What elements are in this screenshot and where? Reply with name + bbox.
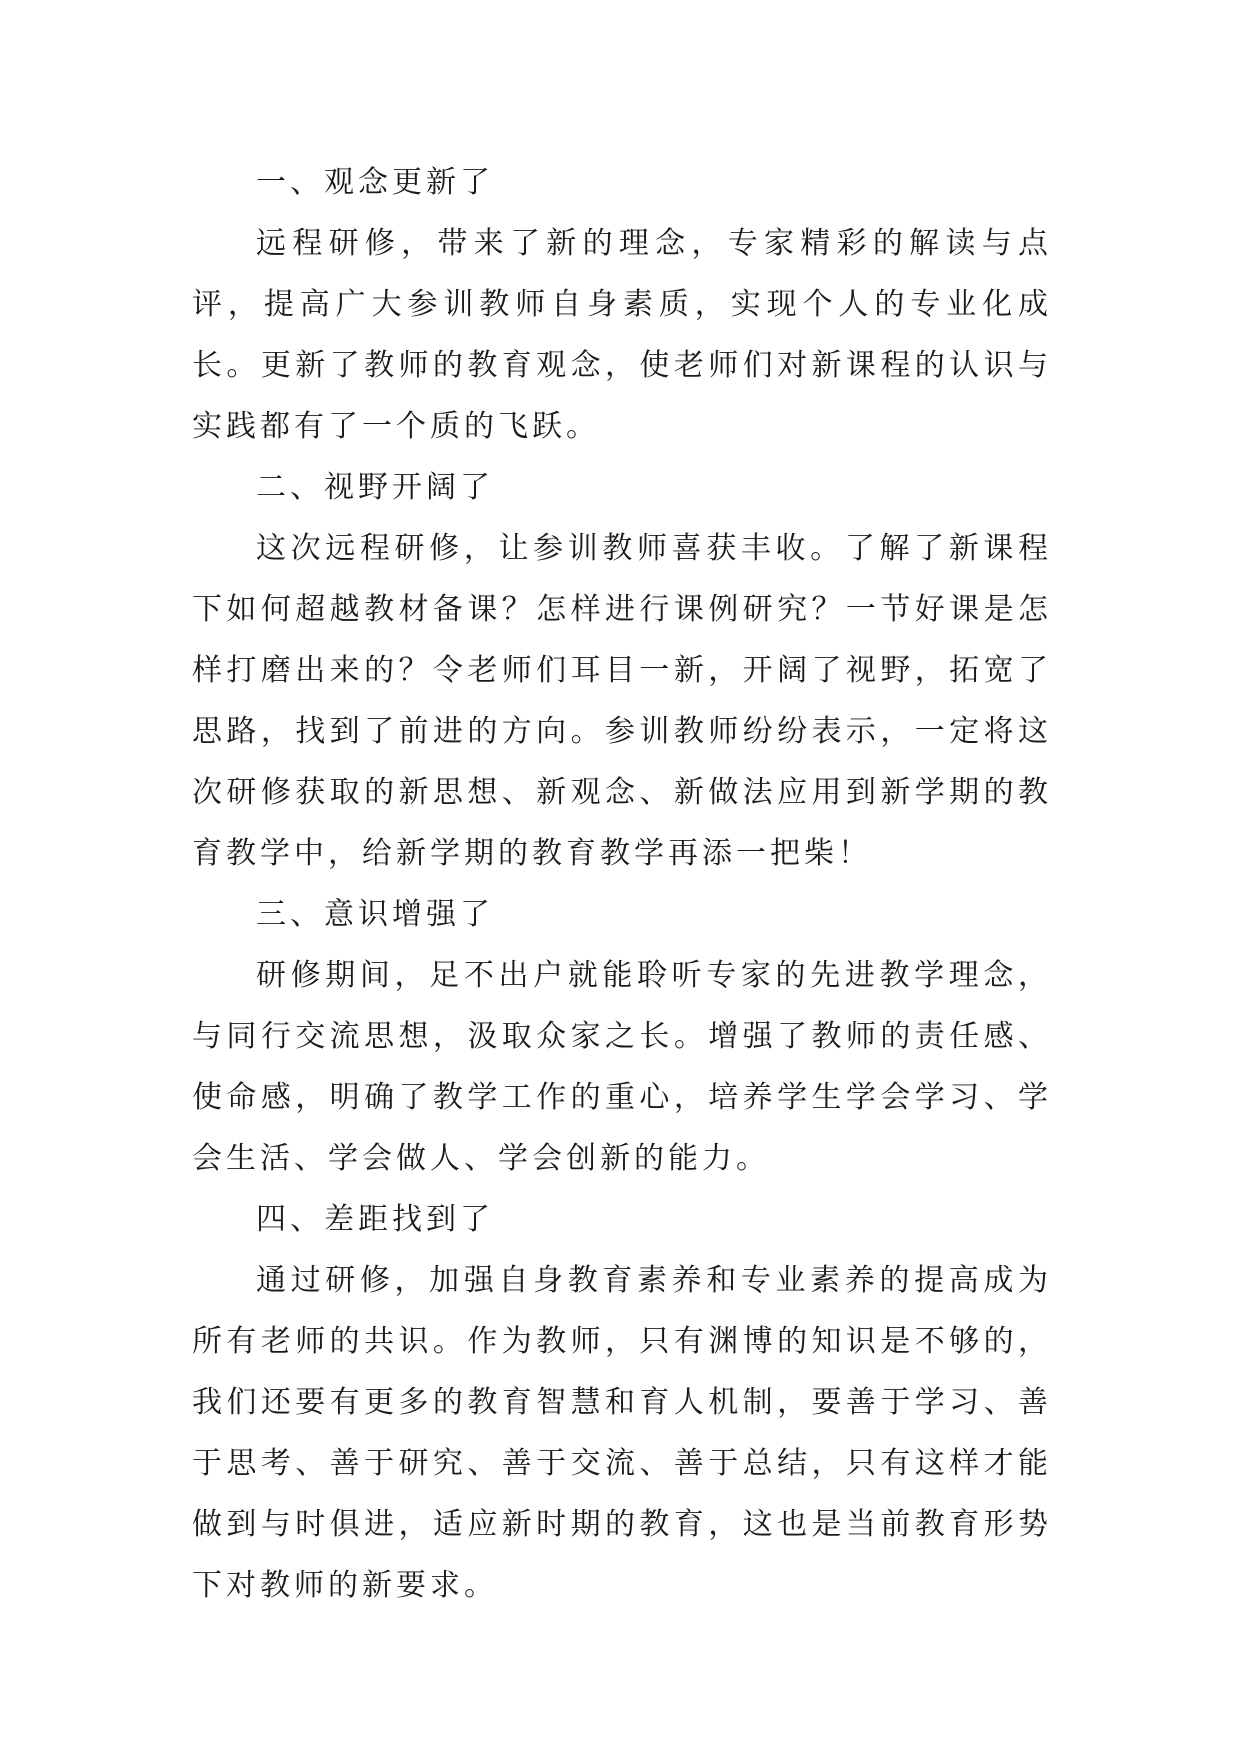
section-heading-3: 三、意识增强了 bbox=[256, 897, 494, 932]
section-body-3: 研修期间，足不出户就能聆听专家的先进教学理念，与同行交流思想，汲取众家之长。增强了教师的责任感、使命感，明确了教学工作的重心，培养学生学会学习、学会生活、学会做人、学会创新的能力。 bbox=[192, 958, 1052, 1176]
document-body bbox=[192, 152, 1052, 1616]
section-body-2: 这次远程研修，让参训教师喜获丰收。了解了新课程下如何超越教材备课？怎样进行课例研究？一节好课是怎样打磨出来的？令老师们耳目一新，开阔了视野，拓宽了思路，找到了前进的方向。参训教师纷纷表示，一定将这次研修获取的新思想、新观念、新做法应用到新学期的教育教学中，给新学期的教育教学再添一把柴！ bbox=[192, 531, 1052, 871]
section-body-4: 通过研修，加强自身教育素养和专业素养的提高成为所有老师的共识。作为教师，只有渊博的知识是不够的，我们还要有更多的教育智慧和育人机制，要善于学习、善于思考、善于研究、善于交流、善于总结，只有这样才能做到与时俱进，适应新时期的教育，这也是当前教育形势下对教师的新要求。 bbox=[192, 1263, 1052, 1603]
section-heading-4: 四、差距找到了 bbox=[256, 1202, 494, 1237]
section-heading-1: 一、观念更新了 bbox=[256, 165, 494, 200]
section-heading-2: 二、视野开阔了 bbox=[256, 470, 494, 505]
section-body-1: 远程研修，带来了新的理念，专家精彩的解读与点评，提高广大参训教师自身素质，实现个人的专业化成长。更新了教师的教育观念，使老师们对新课程的认识与实践都有了一个质的飞跃。 bbox=[192, 226, 1052, 444]
